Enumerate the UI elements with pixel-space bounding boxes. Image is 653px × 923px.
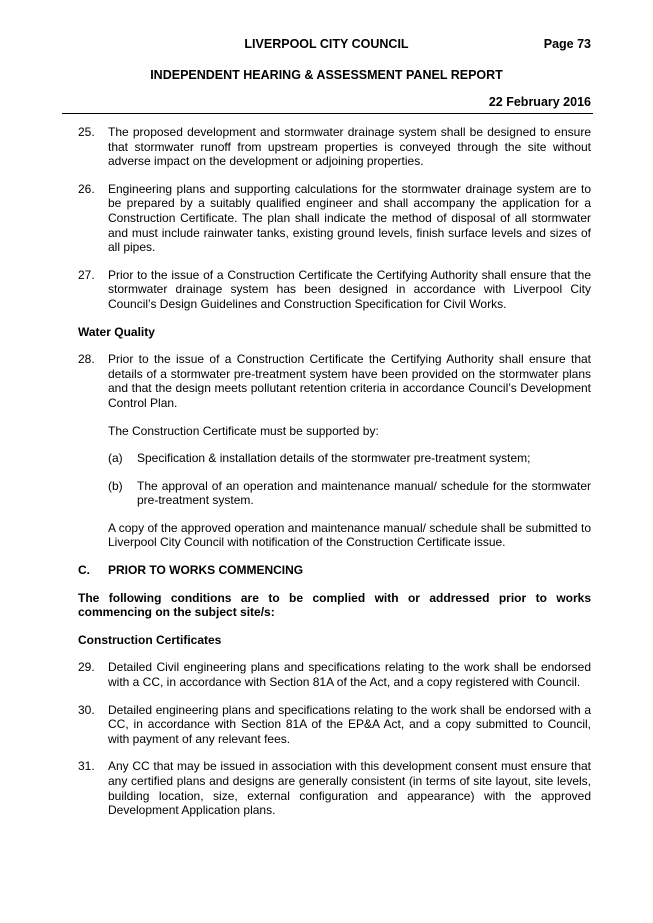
condition-29 [78, 660, 591, 689]
condition-30 [78, 703, 591, 747]
report-title: INDEPENDENT HEARING & ASSESSMENT PANEL REPORT [150, 68, 503, 82]
condition-31 [78, 759, 591, 817]
condition-28 [78, 352, 591, 410]
condition-text: Engineering plans and supporting calculations for the stormwater drainage system are to be prepared by a suitably qualified engineer and shall accompany the application for a Construction Certificate. The plan shall indicate the method of disposal of all stormwater and must include rainwater tanks, existing ground levels, finish surface levels and sizes of all pipes. [108, 181, 591, 255]
condition-text: Prior to the issue of a Construction Certificate the Certifying Authority shall ensure that the stormwater drainage system has been designed in accordance with Liverpool City Council’s Design Guidelines and Construction Specification for Civil Works. [108, 267, 591, 311]
condition-number: 27. [78, 267, 95, 282]
condition-text: The proposed development and stormwater drainage system shall be designed to ensure that stormwater runoff from upstream properties is conveyed through the site without adverse impact on the development or adjoining properties. [108, 125, 591, 169]
sub-item-b [78, 479, 591, 508]
condition-text: Detailed engineering plans and specifications relating to the work shall be endorsed with a CC, in accordance with Section 81A of the EP&A Act, and a copy submitted to Council, with payment of any relevant fees. [108, 702, 591, 746]
sub-item-label: (a) [108, 451, 123, 466]
section-c-heading [78, 563, 591, 578]
council-name: LIVERPOOL CITY COUNCIL [244, 37, 409, 51]
condition-number: 31. [78, 759, 95, 774]
condition-number: 29. [78, 660, 95, 675]
condition-text: Any CC that may be issued in association with this development consent must ensure that any certified plans and designs are generally consistent (in terms of site layout, site levels, building location, size, external configuration and appearance) with the approved Development Application plans. [108, 759, 591, 818]
sub-item-text: The approval of an operation and maintenance manual/ schedule for the stormwater pre-treatment system. [137, 478, 591, 508]
page-number: Page 73 [543, 37, 591, 51]
condition-26 [78, 182, 591, 255]
section-title: PRIOR TO WORKS COMMENCING [108, 563, 304, 578]
construction-certificates-heading: Construction Certificates [78, 632, 222, 647]
condition-text: Detailed Civil engineering plans and specifications relating to the work shall be endorsed with a CC, in accordance with Section 81A of the Act, and a copy registered with Council. [108, 660, 591, 690]
condition-number: 25. [78, 125, 95, 139]
condition-number: 26. [78, 181, 95, 196]
sub-item-text: Specification & installation details of the stormwater pre-treatment system; [137, 451, 531, 466]
condition-25 [78, 125, 591, 169]
section-c-intro: The following conditions are to be complied with or addressed prior to works commencing on the subject site/s: [78, 590, 591, 620]
condition-text: Prior to the issue of a Construction Certificate the Certifying Authority shall ensure that details of a stormwater pre-treatment system have been provided on the stormwater plans and that the design meets pollutant retention criteria in accordance Council’s Development Control Plan. [108, 352, 591, 410]
document-body [78, 125, 591, 831]
condition-27 [78, 268, 591, 312]
condition-number: 28. [78, 352, 95, 367]
sub-item-label: (b) [108, 478, 123, 493]
water-quality-heading: Water Quality [78, 324, 155, 339]
supported-by-text: The Construction Certificate must be supported by: [108, 423, 379, 438]
closing-text: A copy of the approved operation and maintenance manual/ schedule shall be submitted to Liverpool City Council with notification of the Construction Certificate issue. [108, 520, 591, 550]
sub-item-a [78, 451, 591, 466]
header-rule [62, 113, 593, 114]
condition-number: 30. [78, 702, 95, 717]
section-label: C. [78, 563, 90, 578]
report-date: 22 February 2016 [488, 95, 591, 109]
